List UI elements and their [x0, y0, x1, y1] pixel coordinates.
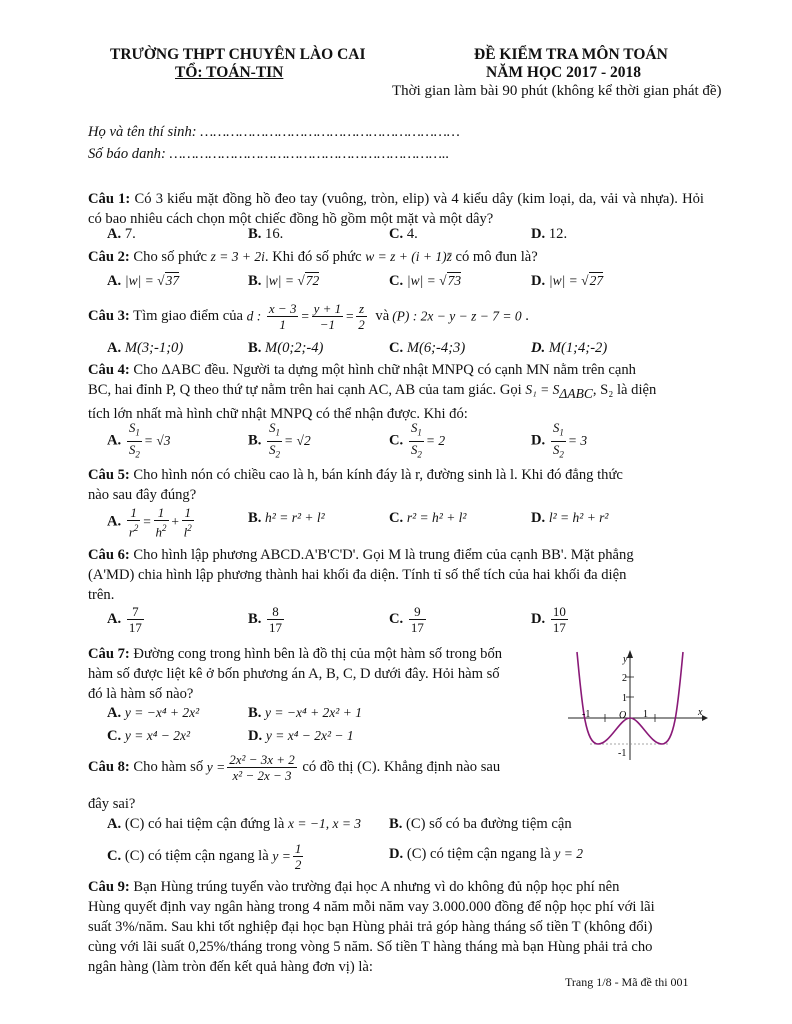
q1-option-c[interactable]: C. 4.	[389, 226, 418, 242]
question-6: Câu 6: Cho hình lập phương ABCD.A'B'C'D'. Gọi M là trung điểm của cạnh BB'. Mặt phẳng (A'MD) chia hình lập phương thành hai khối đa diện. Tính tỉ số thể tích của hai khối đa diện trên.	[88, 547, 634, 603]
q5-option-c[interactable]: C. r² = h² + l²	[389, 510, 467, 526]
x-axis-label: x	[698, 707, 703, 718]
q1-option-a[interactable]: A. 7.	[107, 226, 136, 242]
q6-option-c[interactable]: C. $\frac{9}{17}$	[389, 604, 424, 635]
q4-option-d[interactable]: D. $\frac{S_1}{S_2}$ = 3	[531, 420, 588, 460]
q2-option-b[interactable]: B. |w| = √72	[248, 273, 320, 289]
q8-option-a[interactable]: A. (C) có hai tiệm cận đứng là x = −1, x = 3	[107, 816, 362, 832]
q3-option-a[interactable]: A. M(3;-1;0)	[107, 340, 184, 356]
q7-option-d[interactable]: D. y = x⁴ − 2x² − 1	[248, 728, 354, 744]
tick-label: -1	[582, 709, 591, 720]
q3-option-b[interactable]: B. M(0;2;-4)	[248, 340, 324, 356]
y-axis-label: y	[623, 654, 628, 665]
y-axis-arrow	[627, 650, 633, 658]
q5-option-d[interactable]: D. l² = h² + r²	[531, 510, 609, 526]
tick-label: 2	[622, 673, 627, 684]
exam-title: ĐỀ KIỂM TRA MÔN TOÁN	[474, 46, 668, 63]
q6-option-b[interactable]: B. $\frac{8}{17}$	[248, 604, 283, 635]
school-year: NĂM HỌC 2017 - 2018	[486, 64, 641, 81]
q4-option-b[interactable]: B. $\frac{S_1}{S_2}$ = √2	[248, 420, 311, 460]
question-9: Câu 9: Bạn Hùng trúng tuyển vào trường đại học A nhưng vì do không đủ nộp học phí nên Hùng quyết định vay ngân hàng trong 4 năm mỗi năm vay 3.000.000 đồng để nộp học phí với lãi suất 3%/năm. Sau khi tốt nghiệp đại học bạn Hùng phải trả góp hàng tháng số tiền T (không đổi) cùng với lãi suất 0,25%/tháng trong vòng 5 năm. Số tiền T hàng tháng mà bạn Hùng phải trả cho ngân hàng (làm tròn đến kết quả hàng đơn vị) là:	[88, 879, 655, 975]
q7-option-c[interactable]: C. y = x⁴ − 2x²	[107, 728, 191, 744]
department: TỔ: TOÁN-TIN	[175, 64, 284, 81]
tick-label: -1	[618, 748, 627, 759]
q4-option-a[interactable]: A. $\frac{S_1}{S_2}$ = √3	[107, 420, 171, 460]
q2-option-d[interactable]: D. |w| = √27	[531, 273, 604, 289]
question-8-cont: đây sai?	[88, 796, 136, 812]
x-axis-arrow	[702, 715, 708, 721]
function-graph	[560, 644, 710, 764]
q2-option-a[interactable]: A. |w| = √37	[107, 273, 180, 289]
page-footer: Trang 1/8 - Mã đề thi 001	[565, 975, 689, 989]
q6-option-a[interactable]: A. $\frac{7}{17}$	[107, 604, 142, 635]
tick-label: 1	[643, 709, 648, 720]
question-5: Câu 5: Cho hình nón có chiều cao là h, bán kính đáy là r, đường sinh là l. Khi đó đẳng thức nào sau đây đúng?	[88, 467, 623, 503]
q2-option-c[interactable]: C. |w| = √73	[389, 273, 462, 289]
q1-option-d[interactable]: D. 12.	[531, 226, 568, 242]
q3-option-d[interactable]: D. M(1;4;-2)	[531, 340, 608, 356]
question-3: Câu 3: Tìm giao điểm của d : $\frac{x - 3}{1}$ = $\frac{y + 1}{-1}$ = $\frac{z}{2}$ và (P) : 2x − y − z − 7 = 0 .	[88, 301, 529, 332]
exam-duration: Thời gian làm bài 90 phút (không kể thời gian phát đề)	[392, 83, 722, 99]
school-name: TRƯỜNG THPT CHUYÊN LÀO CAI	[110, 46, 366, 63]
question-2: Câu 2: Cho số phức z = 3 + 2i. Khi đó số phức w = z + (i + 1)z̄ có mô đun là?	[88, 249, 538, 265]
question-label: Câu 1:	[88, 191, 131, 207]
q6-option-d[interactable]: D. $\frac{10}{17}$	[531, 604, 566, 635]
q8-option-b[interactable]: B. (C) số có ba đường tiệm cận	[389, 816, 572, 832]
tick-label: 1	[622, 693, 627, 704]
origin-label: O	[619, 710, 627, 721]
question-1	[88, 189, 704, 229]
q7-option-b[interactable]: B. y = −x⁴ + 2x² + 1	[248, 705, 362, 721]
question-text: Có 3 kiểu mặt đồng hồ đeo tay (vuông, tròn, elip) và 4 kiểu dây (kim loại, da, vải và nhựa). Hỏi có bao nhiêu cách chọn một chiếc đồng hồ gồm một mặt và một dây?	[88, 191, 704, 227]
student-name-line: Họ và tên thí sinh: ……………………………………………………	[88, 124, 460, 140]
q3-option-c[interactable]: C. M(6;-4;3)	[389, 340, 466, 356]
q7-option-a[interactable]: A. y = −x⁴ + 2x²	[107, 705, 200, 721]
q8-option-d[interactable]: D. (C) có tiệm cận ngang là y = 2	[389, 846, 583, 862]
question-8: Câu 8: Cho hàm số y = $\frac{\text{2x² − 3x + 2}}{\text{x² − 2x − 3}}$ có đồ thị (C). Khẳng định nào sau	[88, 752, 501, 783]
q1-option-b[interactable]: B. 16.	[248, 226, 284, 242]
q8-option-c[interactable]: C. (C) có tiệm cận ngang là y = $\frac{1}{2}$	[107, 841, 302, 872]
q5-option-a[interactable]: A. $\frac{1}{r^2}$ = $\frac{1}{h^2}$ + $\frac{1}{l^2}$	[107, 505, 192, 540]
question-7: Câu 7: Đường cong trong hình bên là đồ thị của một hàm số trong bốn hàm số được liệt kê ở bốn phương án A, B, C, D dưới đây. Hỏi hàm số đó là hàm số nào?	[88, 646, 503, 702]
q4-option-c[interactable]: C. $\frac{S_1}{S_2}$ = 2	[389, 420, 446, 460]
student-id-line: Số báo danh: ………………………………………………………..	[88, 146, 450, 162]
q5-option-b[interactable]: B. h² = r² + l²	[248, 510, 325, 526]
question-4: Câu 4: Cho ΔABC đều. Người ta dựng một hình chữ nhật MNPQ có cạnh MN nằm trên cạnh BC, hai đỉnh P, Q theo thứ tự nằm trên hai cạnh AC, AB của tam giác. Gọi $S_1 = S_{\Delta ABC}$, S₂ là diện tích lớn nhất mà hình chữ nhật MNPQ có thể nhận được. Khi đó:	[88, 362, 657, 422]
